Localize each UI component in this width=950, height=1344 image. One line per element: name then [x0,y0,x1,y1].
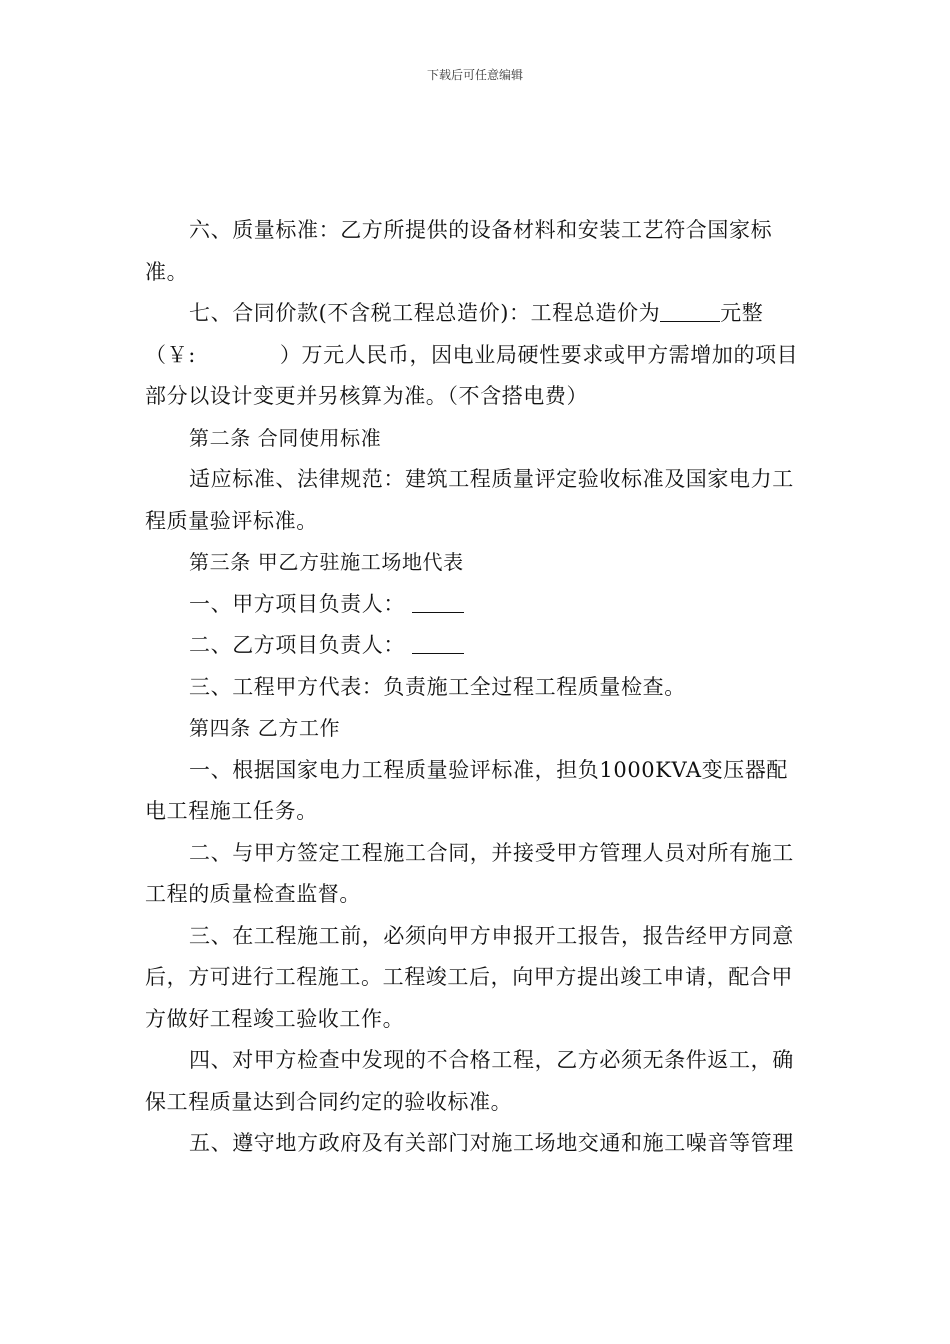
paragraph-work-3: 三、在工程施工前，必须向甲方申报开工报告，报告经甲方同意后，方可进行工程施工。工程竣工后，向甲方提出竣工申请，配合甲方做好工程竣工验收工作。 [145,923,794,1031]
paragraph-party-a-rep: 三、工程甲方代表：负责施工全过程工程质量检查。 [189,674,686,699]
article-2-heading: 第二条 合同使用标准 [189,425,382,450]
paragraph-work-1: 一、根据国家电力工程质量验评标准，担负1000KVA变压器配电工程施工任务。 [145,757,789,823]
article-4-heading: 第四条 乙方工作 [189,716,341,740]
price-text-a: 七、合同价款(不含税工程总造价)：工程总造价为 [189,301,661,325]
price-blank[interactable] [660,297,720,322]
paragraph-party-a-manager [145,584,807,626]
article-3-heading: 第三条 甲乙方驻施工场地代表 [189,550,464,574]
paragraph-quality-standard: 六、质量标准：乙方所提供的设备材料和安装工艺符合国家标准。 [145,218,773,284]
paragraph-standards: 适应标准、法律规范：建筑工程质量评定验收标准及国家电力工程质量验评标准。 [145,467,794,533]
price-text-d: ）万元人民币，因电业局硬性要求或甲方需增加的项目部分以设计变更并另核算为准。（不含搭电费） [145,342,799,408]
page-header: 下载后可任意编辑 [426,68,523,82]
party-b-manager-blank[interactable] [412,629,464,654]
paragraph-party-b-manager [145,625,807,667]
party-a-manager-label: 一、甲方项目负责人： [189,591,405,616]
party-b-manager-label: 二、乙方项目负责人： [189,633,405,657]
paragraph-contract-price [145,293,807,418]
party-a-manager-blank[interactable] [412,588,464,613]
document-body [145,210,807,1165]
paragraph-work-5: 五、遵守地方政府及有关部门对施工场地交通和施工噪音等管理 [189,1131,794,1155]
price-text-b: 元整 [720,301,764,325]
paragraph-work-2: 二、与甲方签定工程施工合同，并接受甲方管理人员对所有施工工程的质量检查监督。 [145,840,794,906]
price-text-c: （￥: [145,342,196,367]
paragraph-work-4: 四、对甲方检查中发现的不合格工程，乙方必须无条件返工，确保工程质量达到合同约定的验收标准。 [145,1048,794,1114]
